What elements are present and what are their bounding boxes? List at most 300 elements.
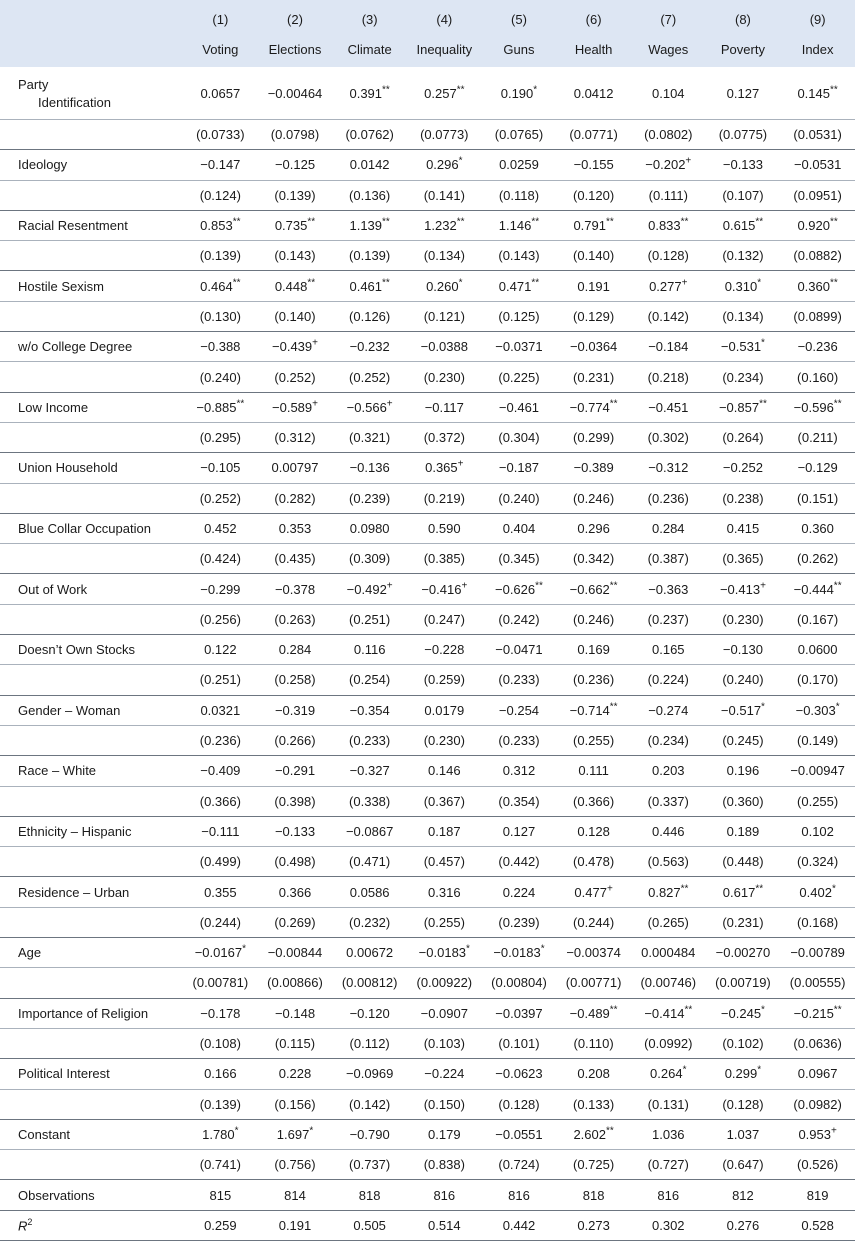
coefficient-cell: 0.296* [407,150,482,180]
coefficient-cell: 0.111 [556,756,631,786]
coefficient-cell: −0.125 [258,150,333,180]
standard-error-row [0,422,855,452]
coefficient-cell: 0.128 [556,816,631,846]
coefficient-cell: −0.291 [258,756,333,786]
coefficient-cell: 0.310* [706,271,781,301]
standard-error-cell: (0.102) [706,1028,781,1058]
row-label-empty [0,665,183,695]
row-label: Observations [0,1180,183,1210]
coefficient-row [0,210,855,240]
coefficient-row [0,1059,855,1089]
standard-error-cell: (0.366) [556,786,631,816]
coefficient-cell: −0.303* [780,695,855,725]
significance-stars: * [309,1125,314,1137]
coefficient-row [0,877,855,907]
coefficient-cell: 0.0179 [407,695,482,725]
r-squared-label: R [18,1218,28,1234]
row-label-empty [0,362,183,392]
coefficient-cell: −0.0183* [407,938,482,968]
significance-stars: ** [382,277,390,289]
coefficient-cell: −0.774** [556,392,631,422]
coefficient-cell: 0.116 [332,635,407,665]
standard-error-cell: (0.00781) [183,968,258,998]
coefficient-cell: 0.00797 [258,453,333,483]
standard-error-cell: (0.101) [482,1028,557,1058]
significance-stars: ** [609,1004,618,1016]
coefficient-cell: 0.452 [183,513,258,543]
statistic-cell: 818 [332,1180,407,1210]
coefficient-cell: 0.102 [780,816,855,846]
coefficient-cell: 0.353 [258,513,333,543]
significance-stars: ** [684,1004,693,1016]
significance-stars: * [458,156,463,168]
standard-error-cell: (0.136) [332,180,407,210]
row-label: Doesn’t Own Stocks [0,635,183,665]
coefficient-cell: −0.254 [482,695,557,725]
coefficient-cell: 0.477+ [556,877,631,907]
coefficient-cell: −0.531* [706,332,781,362]
coefficient-cell: −0.00789 [780,938,855,968]
significance-stars: * [761,337,765,349]
column-name: Elections [268,42,322,57]
coefficient-cell: −0.354 [332,695,407,725]
significance-stars: ** [830,216,838,228]
coefficient-cell: 0.404 [482,513,557,543]
row-label-empty [0,725,183,755]
standard-error-row [0,847,855,877]
standard-error-cell: (0.266) [258,725,333,755]
coefficient-cell: 0.122 [183,635,258,665]
coefficient-cell: 0.920** [780,210,855,240]
coefficient-cell: −0.0167* [183,938,258,968]
coefficient-cell: 0.366 [258,877,333,907]
column-number: (9) [809,12,826,27]
standard-error-cell: (0.354) [482,786,557,816]
standard-error-cell: (0.236) [556,665,631,695]
column-number: (6) [585,12,602,27]
coefficient-cell: −0.224 [407,1059,482,1089]
standard-error-cell: (0.304) [482,422,557,452]
coefficient-cell: −0.0471 [482,635,557,665]
coefficient-cell: −0.517* [706,695,781,725]
coefficient-cell: −0.416+ [407,574,482,604]
standard-error-cell: (0.151) [780,483,855,513]
standard-error-cell: (0.143) [258,241,333,271]
standard-error-cell: (0.387) [631,544,706,574]
standard-error-cell: (0.134) [407,241,482,271]
column-name: Index [801,42,834,57]
statistic-cell: 0.302 [631,1210,706,1240]
standard-error-cell: (0.385) [407,544,482,574]
standard-error-cell: (0.365) [706,544,781,574]
coefficient-cell: −0.413+ [706,574,781,604]
coefficient-cell: −0.120 [332,998,407,1028]
significance-stars: + [830,1125,837,1137]
coefficient-cell: 0.833** [631,210,706,240]
standard-error-cell: (0.238) [706,483,781,513]
coefficient-cell: −0.885** [183,392,258,422]
coefficient-cell: −0.299 [183,574,258,604]
coefficient-cell: −0.389 [556,453,631,483]
coefficient-row [0,150,855,180]
standard-error-cell: (0.309) [332,544,407,574]
standard-error-cell: (0.342) [556,544,631,574]
significance-stars: ** [531,277,540,289]
standard-error-cell: (0.00771) [556,968,631,998]
standard-error-cell: (0.741) [183,1150,258,1180]
statistic-cell: 0.273 [556,1210,631,1240]
coefficient-cell: −0.0364 [556,332,631,362]
coefficient-cell: 0.446 [631,816,706,846]
coefficient-cell: 0.264* [631,1059,706,1089]
coefficient-cell: 0.169 [556,635,631,665]
coefficient-cell: 0.464** [183,271,258,301]
standard-error-row [0,786,855,816]
column-name: Health [574,42,613,57]
significance-stars: ** [833,398,842,410]
statistic-cell: 818 [556,1180,631,1210]
coefficient-cell: −0.312 [631,453,706,483]
standard-error-cell: (0.240) [183,362,258,392]
standard-error-cell: (0.150) [407,1089,482,1119]
coefficient-cell: −0.489** [556,998,631,1028]
standard-error-cell: (0.242) [482,604,557,634]
standard-error-cell: (0.219) [407,483,482,513]
coefficient-cell: 0.448** [258,271,333,301]
standard-error-cell: (0.337) [631,786,706,816]
standard-error-cell: (0.737) [332,1150,407,1180]
coefficient-cell: 0.179 [407,1119,482,1149]
coefficient-row [0,635,855,665]
row-label: Race – White [0,756,183,786]
significance-stars: ** [759,398,767,410]
standard-error-cell: (0.225) [482,362,557,392]
coefficient-cell: 0.146 [407,756,482,786]
standard-error-cell: (0.0798) [258,120,333,150]
coefficient-cell: 0.0586 [332,877,407,907]
standard-error-cell: (0.126) [332,301,407,331]
coefficient-cell: 0.0321 [183,695,258,725]
coefficient-cell: −0.00844 [258,938,333,968]
significance-stars: * [761,701,765,713]
standard-error-cell: (0.647) [706,1150,781,1180]
column-name: Guns [503,42,535,57]
coefficient-row [0,513,855,543]
significance-stars: * [466,943,470,955]
standard-error-cell: (0.00866) [258,968,333,998]
header-corner [0,40,183,67]
coefficient-cell: 0.000484 [631,938,706,968]
standard-error-cell: (0.367) [407,786,482,816]
coefficient-cell: −0.00464 [258,67,333,120]
coefficient-cell: −0.00270 [706,938,781,968]
standard-error-cell: (0.435) [258,544,333,574]
coefficient-cell: −0.178 [183,998,258,1028]
row-label-line: Identification [38,95,111,110]
coefficient-cell: 0.00672 [332,938,407,968]
standard-error-cell: (0.312) [258,422,333,452]
standard-error-row [0,665,855,695]
coefficient-cell: 0.187 [407,816,482,846]
row-label-empty [0,301,183,331]
coefficient-cell: −0.252 [706,453,781,483]
significance-stars: ** [755,883,764,895]
coefficient-cell: −0.00947 [780,756,855,786]
row-label: Blue Collar Occupation [0,513,183,543]
coefficient-cell: −0.0551 [482,1119,557,1149]
standard-error-cell: (0.724) [482,1150,557,1180]
standard-error-cell: (0.727) [631,1150,706,1180]
standard-error-cell: (0.246) [556,483,631,513]
column-number: (5) [511,12,527,27]
standard-error-cell: (0.252) [258,362,333,392]
standard-error-cell: (0.0775) [706,120,781,150]
coefficient-cell: −0.388 [183,332,258,362]
standard-error-cell: (0.263) [258,604,333,634]
significance-stars: * [761,1004,765,1016]
coefficient-cell: −0.130 [706,635,781,665]
statistic-cell: 0.505 [332,1210,407,1240]
significance-stars: ** [531,216,540,228]
coefficient-cell: −0.363 [631,574,706,604]
coefficient-cell: 0.590 [407,513,482,543]
significance-stars: + [457,459,464,471]
standard-error-row [0,1150,855,1180]
statistic-cell: 0.259 [183,1210,258,1240]
coefficient-cell: −0.451 [631,392,706,422]
standard-error-cell: (0.338) [332,786,407,816]
standard-error-cell: (0.211) [780,422,855,452]
coefficient-cell: 0.165 [631,635,706,665]
r-squared-superscript: 2 [27,1217,33,1228]
standard-error-cell: (0.345) [482,544,557,574]
coefficient-cell: −0.105 [183,453,258,483]
coefficient-cell: −0.148 [258,998,333,1028]
coefficient-cell: −0.117 [407,392,482,422]
statistic-cell: 819 [780,1180,855,1210]
statistic-cell: 0.191 [258,1210,333,1240]
standard-error-cell: (0.0771) [556,120,631,150]
row-label-empty [0,604,183,634]
significance-stars: ** [609,398,618,410]
significance-stars: ** [535,580,543,592]
standard-error-cell: (0.233) [332,725,407,755]
standard-error-cell: (0.00555) [780,968,855,998]
standard-error-cell: (0.756) [258,1150,333,1180]
coefficient-cell: 0.257** [407,67,482,120]
significance-stars: * [242,943,246,955]
coefficient-cell: 0.299* [706,1059,781,1089]
standard-error-cell: (0.237) [631,604,706,634]
significance-stars: + [312,337,318,349]
standard-error-cell: (0.258) [258,665,333,695]
standard-error-cell: (0.156) [258,1089,333,1119]
column-name: Poverty [720,42,765,57]
row-label-empty [0,1089,183,1119]
coefficient-cell: −0.439+ [258,332,333,362]
row-label-empty [0,1150,183,1180]
significance-stars: ** [609,701,618,713]
coefficient-cell: −0.228 [407,635,482,665]
standard-error-cell: (0.112) [332,1028,407,1058]
column-number: (2) [287,12,303,27]
coefficient-cell: 0.471** [482,271,557,301]
standard-error-cell: (0.251) [183,665,258,695]
row-label: Low Income [0,392,183,422]
standard-error-cell: (0.168) [780,907,855,937]
standard-error-cell: (0.254) [332,665,407,695]
coefficient-cell: 1.037 [706,1119,781,1149]
statistic-cell: 0.514 [407,1210,482,1240]
coefficient-row [0,574,855,604]
table-header [0,0,855,67]
coefficient-cell: 0.127 [482,816,557,846]
coefficient-cell: −0.133 [258,816,333,846]
standard-error-cell: (0.239) [332,483,407,513]
standard-error-cell: (0.259) [407,665,482,695]
standard-error-cell: (0.0531) [780,120,855,150]
significance-stars: ** [606,216,614,228]
standard-error-cell: (0.139) [332,241,407,271]
row-label: Ideology [0,150,183,180]
coefficient-cell: −0.790 [332,1119,407,1149]
standard-error-cell: (0.0882) [780,241,855,271]
standard-error-cell: (0.115) [258,1028,333,1058]
coefficient-cell: 0.312 [482,756,557,786]
row-label-empty [0,544,183,574]
statistic-cell: 0.276 [706,1210,781,1240]
standard-error-cell: (0.139) [183,1089,258,1119]
standard-error-cell: (0.244) [183,907,258,937]
coefficient-cell: −0.111 [183,816,258,846]
coefficient-cell: 0.228 [258,1059,333,1089]
row-label: Constant [0,1119,183,1149]
coefficient-cell: 2.602** [556,1119,631,1149]
significance-stars: ** [830,277,838,289]
coefficient-cell: −0.202+ [631,150,706,180]
standard-error-cell: (0.239) [482,907,557,937]
standard-error-cell: (0.111) [631,180,706,210]
standard-error-cell: (0.264) [706,422,781,452]
row-label: Political Interest [0,1059,183,1089]
coefficient-cell: 0.0259 [482,150,557,180]
coefficient-cell: 0.284 [258,635,333,665]
coefficient-cell: 0.791** [556,210,631,240]
standard-error-cell: (0.121) [407,301,482,331]
significance-stars: + [760,580,766,592]
standard-error-cell: (0.0773) [407,120,482,150]
row-label-empty [0,483,183,513]
significance-stars: ** [680,216,689,228]
standard-error-cell: (0.0951) [780,180,855,210]
significance-stars: ** [833,1004,842,1016]
standard-error-cell: (0.134) [706,301,781,331]
column-number: (1) [212,12,229,27]
coefficient-cell: 0.277+ [631,271,706,301]
standard-error-cell: (0.167) [780,604,855,634]
standard-error-cell: (0.299) [556,422,631,452]
significance-stars: ** [236,398,245,410]
coefficient-cell: 0.415 [706,513,781,543]
standard-error-cell: (0.107) [706,180,781,210]
standard-error-cell: (0.245) [706,725,781,755]
standard-error-cell: (0.110) [556,1028,631,1058]
significance-stars: + [461,580,468,592]
coefficient-cell: −0.0867 [332,816,407,846]
standard-error-cell: (0.230) [706,604,781,634]
standard-error-row [0,362,855,392]
row-label: Residence – Urban [0,877,183,907]
coefficient-cell: 0.461** [332,271,407,301]
coefficient-cell: −0.0388 [407,332,482,362]
standard-error-cell: (0.00812) [332,968,407,998]
significance-stars: + [386,398,393,410]
standard-error-cell: (0.236) [183,725,258,755]
standard-error-cell: (0.141) [407,180,482,210]
coefficient-cell: 1.036 [631,1119,706,1149]
significance-stars: * [682,1065,687,1077]
row-label: Out of Work [0,574,183,604]
row-label-empty [0,120,183,150]
coefficient-cell: −0.0397 [482,998,557,1028]
standard-error-row [0,725,855,755]
header-corner [0,0,183,40]
standard-error-cell: (0.133) [556,1089,631,1119]
significance-stars: ** [606,1125,614,1137]
coefficient-row [0,67,855,120]
coefficient-row [0,453,855,483]
significance-stars: ** [307,216,316,228]
standard-error-cell: (0.247) [407,604,482,634]
coefficient-cell: 0.260* [407,271,482,301]
standard-error-cell: (0.124) [183,180,258,210]
row-label-empty [0,968,183,998]
standard-error-cell: (0.230) [407,725,482,755]
coefficient-cell: −0.0183* [482,938,557,968]
column-number: (7) [660,12,677,27]
coefficient-cell: −0.155 [556,150,631,180]
standard-error-cell: (0.838) [407,1150,482,1180]
coefficient-cell: 0.208 [556,1059,631,1089]
significance-stars: ** [830,84,838,96]
coefficient-cell: −0.00374 [556,938,631,968]
significance-stars: * [458,277,463,289]
significance-stars: ** [456,216,465,228]
coefficient-cell: 1.780* [183,1119,258,1149]
coefficient-cell: 0.360** [780,271,855,301]
standard-error-cell: (0.00804) [482,968,557,998]
standard-error-cell: (0.398) [258,786,333,816]
coefficient-cell: −0.187 [482,453,557,483]
standard-error-cell: (0.324) [780,847,855,877]
column-name: Inequality [416,42,473,57]
row-label-empty [0,241,183,271]
significance-stars: ** [755,216,764,228]
coefficient-cell: −0.0907 [407,998,482,1028]
row-label-empty [0,422,183,452]
standard-error-cell: (0.725) [556,1150,631,1180]
coefficient-cell: −0.0371 [482,332,557,362]
coefficient-cell: −0.129 [780,453,855,483]
standard-error-cell: (0.499) [183,847,258,877]
standard-error-row [0,604,855,634]
standard-error-cell: (0.265) [631,907,706,937]
statistic-cell: 815 [183,1180,258,1210]
statistic-cell: 0.442 [482,1210,557,1240]
significance-stars: ** [833,580,842,592]
standard-error-cell: (0.143) [482,241,557,271]
standard-error-cell: (0.471) [332,847,407,877]
